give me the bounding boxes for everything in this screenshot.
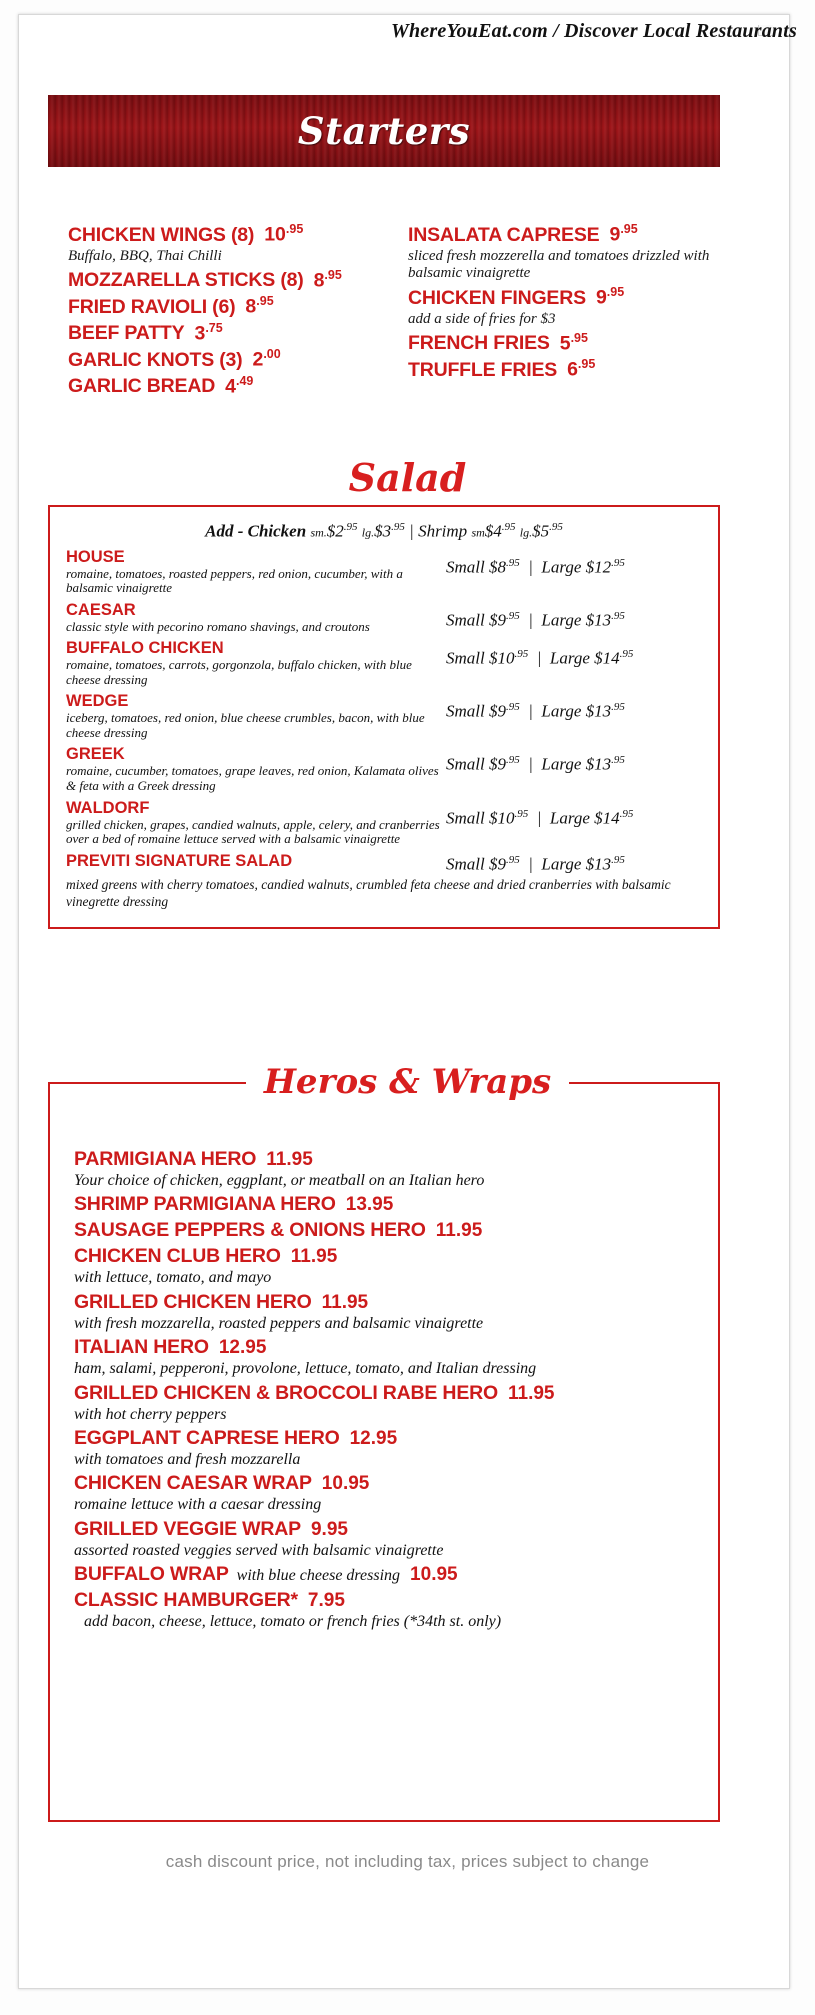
salad-prices: Small $\$8^{.95}$ | Large $\$12^{.95}$	[446, 556, 625, 577]
shrimp-large-price: $5	[532, 521, 550, 541]
item-name: SAUSAGE PEPPERS & ONIONS HERO	[74, 1219, 426, 1242]
salad-description: grilled chicken, grapes, candied walnuts, apple, celery, and cranberries over a bed of romaine lettuce served with a balsamic vinaigrette	[66, 816, 440, 847]
salad-description: iceberg, tomatoes, red onion, blue cheese crumbles, bacon, with blue cheese dressing	[66, 710, 425, 740]
item-name: EGGPLANT CAPRESE HERO	[74, 1426, 340, 1449]
item-description: romaine lettuce with a caesar dressing	[74, 1496, 322, 1514]
salad-row	[66, 692, 702, 740]
menu-item	[74, 1589, 694, 1631]
item-price: 12.95	[349, 1427, 398, 1449]
item-price: 13.95	[345, 1194, 394, 1216]
item-price: 10.95	[321, 1473, 370, 1495]
menu-item	[74, 1472, 694, 1514]
starters-left-column	[68, 222, 398, 400]
heros-list	[48, 1148, 720, 1635]
salad-name: CAESAR	[66, 600, 136, 619]
salad-add-line: Add - Chicken $sm.\$2^{.95}$ $\lg.\$3^{.95}$ | Shrimp $sm\$4^{.95}$ $\lg.\$5^{.95}$	[205, 521, 563, 541]
item-price: 10.95	[410, 1564, 458, 1586]
shrimp-large-label: lg.	[519, 525, 533, 540]
salad-row	[66, 799, 702, 847]
menu-item	[74, 1382, 694, 1424]
item-name: CHICKEN FINGERS	[408, 286, 586, 309]
shrimp-small-price: $4	[484, 521, 502, 541]
menu-item	[68, 321, 398, 346]
salad-description: classic style with pecorino romano shavings, and croutons	[66, 618, 370, 634]
salad-prices: Small $\$9^{.95}$ | Large $\$13^{.95}$	[446, 754, 625, 775]
item-subtext: with blue cheese dressing	[236, 1567, 401, 1585]
item-description: assorted roasted veggies served with balsamic vinaigrette	[74, 1541, 444, 1559]
menu-item	[74, 1245, 694, 1287]
salad-name: HOUSE	[66, 547, 125, 566]
menu-item	[408, 285, 738, 328]
item-name: CHICKEN CLUB HERO	[74, 1245, 281, 1268]
starters-banner	[48, 95, 720, 167]
menu-item	[74, 1148, 694, 1190]
item-price: 7.95	[307, 1590, 345, 1612]
item-name: CHICKEN WINGS (8)	[68, 223, 255, 246]
salad-description: romaine, cucumber, tomatoes, grape leaves, red onion, Kalamata olives & feta with a Greek dressing	[66, 763, 439, 794]
salad-name: BUFFALO CHICKEN	[66, 639, 224, 658]
salad-name: WALDORF	[66, 798, 150, 817]
item-price: $4^{.49}$	[225, 373, 254, 398]
item-price: $2^{.00}$	[252, 347, 281, 371]
item-price: 12.95	[218, 1337, 267, 1359]
chicken-large-price: $3	[374, 521, 392, 541]
salad-prices: Small $\$9^{.95}$ | Large $\$13^{.95}$	[446, 701, 625, 722]
salad-section	[48, 505, 720, 929]
heros-title-text: Heros & Wraps	[246, 1062, 569, 1102]
menu-item	[408, 222, 738, 282]
salad-list	[50, 548, 718, 847]
menu-item	[408, 357, 738, 382]
footer-note: cash discount price, not including tax, prices subject to change	[165, 1852, 650, 1871]
item-name: GARLIC KNOTS (3)	[68, 348, 243, 371]
menu-item	[68, 222, 398, 265]
menu-item	[74, 1427, 694, 1469]
menu-item	[68, 347, 398, 372]
item-name: GRILLED VEGGIE WRAP	[74, 1517, 301, 1540]
item-price: $6^{.95}$	[567, 357, 596, 381]
item-name: CLASSIC HAMBURGER*	[74, 1589, 298, 1612]
starters-title: Starters	[297, 109, 471, 153]
item-name: INSALATA CAPRESE	[408, 223, 600, 246]
salad-prices: Small $\$10^{.95}$ | Large $\$14^{.95}$	[446, 648, 634, 668]
item-name: GRILLED CHICKEN & BROCCOLI RABE HERO	[74, 1381, 498, 1404]
item-price: $10^{.95}$	[264, 222, 304, 246]
item-price: 11.95	[266, 1149, 313, 1170]
salad-row	[66, 745, 702, 793]
item-name: BEEF PATTY	[68, 322, 185, 345]
item-description: with hot cherry peppers	[74, 1405, 227, 1423]
item-price: $8^{.95}$	[313, 267, 342, 292]
item-name: BUFFALO WRAP	[74, 1563, 229, 1586]
menu-item	[74, 1291, 694, 1333]
menu-item	[74, 1219, 694, 1242]
menu-item	[68, 268, 398, 293]
menu-item	[74, 1518, 694, 1560]
item-description: sliced fresh mozzerella and tomatoes drizzled with balsamic vinaigrette	[408, 247, 710, 281]
signature-salad-description: mixed greens with cherry tomatoes, candied walnuts, crumbled feta cheese and dried cranberries with balsamic vinegrette dressing	[66, 877, 671, 909]
item-name: ITALIAN HERO	[74, 1336, 209, 1359]
item-name: GRILLED CHICKEN HERO	[74, 1290, 312, 1313]
signature-salad-name: PREVITI SIGNATURE SALAD	[66, 851, 293, 870]
item-price: $9^{.95}$	[609, 222, 638, 246]
item-description: with fresh mozzarella, roasted peppers and balsamic vinaigrette	[74, 1314, 484, 1332]
menu-item	[408, 331, 738, 356]
salad-prices: Small $\$9^{.95}$ | Large $\$13^{.95}$	[446, 609, 625, 630]
item-description: add a side of fries for $3	[408, 310, 556, 327]
site-header: WhereYouEat.com / Discover Local Restaurants	[390, 20, 797, 42]
item-name: FRENCH FRIES	[408, 332, 550, 355]
chicken-large-label: lg.	[361, 525, 375, 540]
item-price: $3^{.75}$	[194, 320, 223, 345]
salad-prices: Small $\$10^{.95}$ | Large $\$14^{.95}$	[446, 807, 634, 828]
item-price: $8^{.95}$	[245, 294, 274, 318]
item-price: $5^{.95}$	[559, 330, 588, 355]
chicken-small-price: $2	[326, 521, 344, 541]
item-name: SHRIMP PARMIGIANA HERO	[74, 1193, 336, 1216]
item-name: TRUFFLE FRIES	[408, 358, 558, 381]
salad-row	[66, 601, 702, 635]
menu-item	[74, 1193, 694, 1216]
salad-description: romaine, tomatoes, roasted peppers, red onion, cucumber, with a balsamic vinaigrette	[66, 565, 403, 596]
shrimp-label: Shrimp	[418, 521, 468, 541]
item-description: with lettuce, tomato, and mayo	[74, 1269, 272, 1287]
item-description: add bacon, cheese, lettuce, tomato or french fries (*34th st. only)	[84, 1613, 502, 1631]
item-description: ham, salami, pepperoni, provolone, lettuce, tomato, and Italian dressing	[74, 1360, 537, 1378]
salad-row	[66, 548, 702, 596]
signature-salad	[50, 852, 718, 910]
shrimp-small-label: sm	[471, 525, 485, 540]
add-divider: |	[409, 521, 414, 541]
heros-section-title	[0, 1062, 815, 1102]
item-price: 11.95	[290, 1246, 338, 1268]
item-description: Buffalo, BBQ, Thai Chilli	[68, 247, 222, 264]
salad-section-title: Salad	[348, 455, 467, 500]
menu-item	[74, 1336, 694, 1378]
item-name: GARLIC BREAD	[68, 375, 216, 398]
salad-description: romaine, tomatoes, carrots, gorgonzola, buffalo chicken, with blue cheese dressing	[66, 657, 412, 687]
item-name: PARMIGIANA HERO	[74, 1148, 257, 1170]
salad-name: WEDGE	[66, 692, 129, 711]
item-price: 9.95	[310, 1518, 348, 1540]
item-description: Your choice of chicken, eggplant, or meatball on an Italian hero	[74, 1172, 485, 1189]
menu-item	[68, 294, 398, 319]
signature-salad-prices: Small $\$9^{.95}$ | Large $\$13^{.95}$	[446, 853, 625, 874]
salad-add-prefix: Add - Chicken	[205, 521, 307, 541]
item-name: FRIED RAVIOLI (6)	[68, 295, 236, 318]
salad-name: GREEK	[66, 745, 125, 764]
item-description: with tomatoes and fresh mozzarella	[74, 1450, 301, 1468]
salad-row	[66, 639, 702, 687]
menu-item	[74, 1563, 694, 1586]
item-price: 11.95	[321, 1291, 369, 1313]
chicken-small-label: sm.	[310, 525, 327, 540]
starters-right-column	[408, 222, 738, 384]
item-price: $9^{.95}$	[595, 285, 625, 309]
item-name: CHICKEN CAESAR WRAP	[74, 1472, 312, 1495]
menu-item	[68, 374, 398, 399]
item-price: 11.95	[435, 1220, 483, 1242]
item-price: 11.95	[507, 1382, 555, 1404]
item-name: MOZZARELLA STICKS (8)	[68, 269, 304, 292]
